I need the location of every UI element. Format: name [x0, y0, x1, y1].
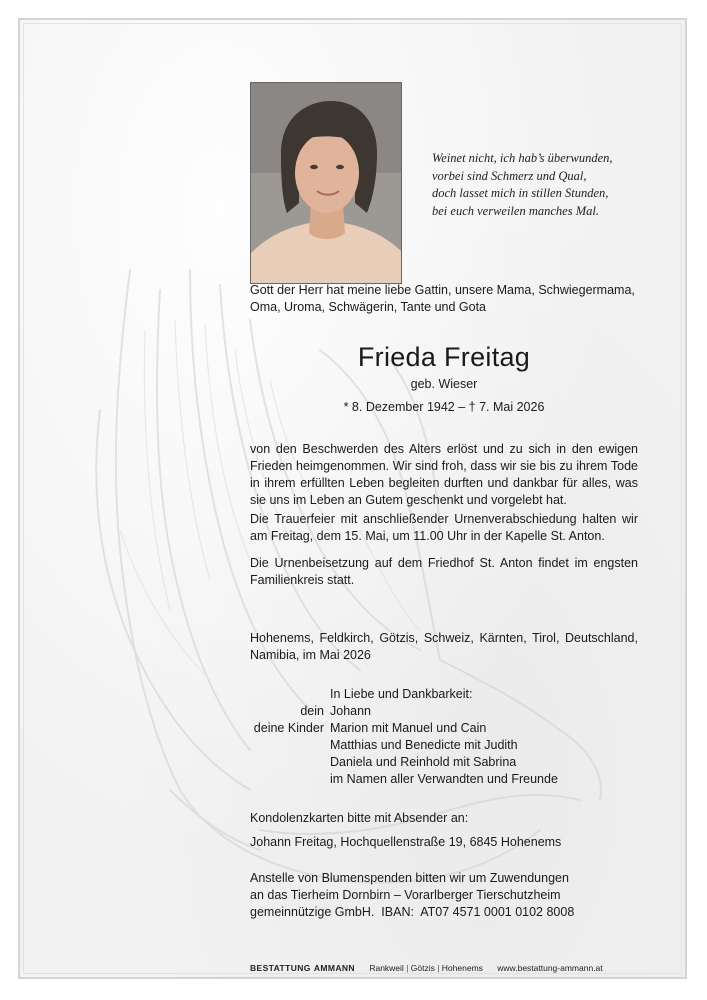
places-and-date: Hohenems, Feldkirch, Götzis, Schweiz, Kärnten, Tirol, Deutschland, Namibia, im Mai 2026: [250, 631, 638, 662]
location-goetzis: Götzis: [410, 963, 435, 973]
paragraph-passing: von den Beschwerden des Alters erlöst und zu sich in den ewigen Frieden heimgenommen. Wir sind froh, dass wir sie bis zu ihrem Tode in ihrem erfüllten Leben begleiten durften und dankbar für alles, was sie uns im Leben an Gutem geschenkt und vorgelebt hat.: [250, 442, 638, 507]
intro-text: [250, 282, 638, 316]
brand-name-part1: BESTATTUNG: [250, 963, 311, 973]
maiden-name: geb. Wieser: [410, 377, 478, 391]
portrait-photo: [250, 82, 402, 284]
children-line: Matthias und Benedicte mit Judith: [330, 738, 518, 752]
funeral-home-footer: BESTATTUNG AMMANN Rankweil | Götzis | Hohenems www.bestattung-ammann.at: [250, 963, 603, 973]
poem-line: Weinet nicht, ich hab’s überwunden,: [432, 151, 613, 165]
signature-heading: In Liebe und Dankbarkeit:: [330, 687, 473, 701]
portrait-illustration: [251, 83, 402, 284]
label-children: deine Kinder: [253, 721, 324, 735]
donation-line: Anstelle von Blumenspenden bitten wir um Zuwendungen: [250, 871, 569, 885]
paragraph-ceremony: Die Trauerfeier mit anschließender Urnenverabschiedung halten wir am Freitag, dem 15. Mai, um 11.00 Uhr in der Kapelle St. Anton.: [250, 512, 638, 543]
donation-line: an das Tierheim Dornbirn – Vorarlberger Tierschutzheim: [250, 888, 561, 902]
condolence-line: Kondolenzkarten bitte mit Absender an:: [250, 811, 469, 825]
location-rankweil: Rankweil: [369, 963, 404, 973]
poem-line: vorbei sind Schmerz und Qual,: [432, 168, 587, 183]
children-line: im Namen aller Verwandten und Freunde: [330, 772, 558, 786]
life-dates: * 8. Dezember 1942 – † 7. Mai 2026: [343, 400, 545, 414]
intro-line: Oma, Uroma, Schwägerin, Tante und Gota: [250, 300, 486, 314]
poem-line: doch lasset mich in stillen Stunden,: [432, 186, 609, 200]
label-spouse: dein: [300, 704, 324, 718]
paragraph-burial: Die Urnenbeisetzung auf dem Friedhof St. Anton findet im engsten Familienkreis statt.: [250, 556, 638, 587]
children-line: Daniela und Reinhold mit Sabrina: [330, 755, 517, 769]
condolence-address: Johann Freitag, Hochquellenstraße 19, 6845 Hohenems: [250, 835, 562, 849]
poem-line: bei euch verweilen manches Mal.: [432, 203, 599, 218]
brand-name-part2: AMMANN: [313, 963, 355, 973]
intro-line: Gott der Herr hat meine liebe Gattin, unsere Mama, Schwiegermama,: [250, 283, 635, 297]
location-hohenems: Hohenems: [441, 963, 483, 973]
website-link[interactable]: www.bestattung-ammann.at: [497, 963, 603, 973]
donation-block: [250, 870, 638, 921]
spouse-name: Johann: [330, 704, 372, 718]
donation-line: gemeinnützige GmbH. IBAN: AT07 4571 0001 0102 8008: [250, 905, 575, 919]
deceased-name: Frieda Freitag: [357, 342, 531, 372]
children-line: Marion mit Manuel und Cain: [330, 721, 487, 735]
poem-block: [432, 150, 672, 220]
condolence-block: [250, 810, 638, 858]
signature-names: [330, 686, 640, 788]
signature-labels: [218, 686, 324, 737]
